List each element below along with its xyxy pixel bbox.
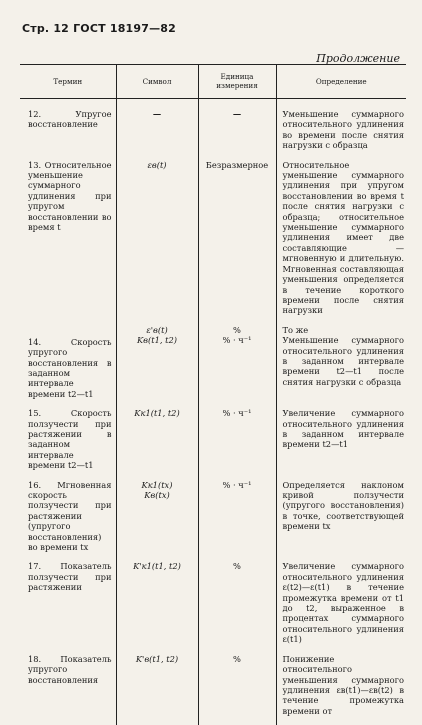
continuation-label: Продолжение [316, 52, 400, 65]
term-cell: 18. Показатель упругого восстановления [28, 653, 112, 685]
definition-cell: Определяется наклоном кривой ползучести (упругого восстановления) в точке, соответствующей времени tx [276, 480, 406, 562]
definition-cell: Понижение относительного уменьшения суммарного удлинения εв(t1)—εв(t2) в течение промежутка времени от [276, 654, 406, 725]
unit-cell: % · ч⁻¹ [198, 408, 276, 479]
term-cell: 16. Мгновенная скорость ползучести при растяжении (упругого восстановления) во времени tx [28, 479, 112, 553]
term-cell: 12. Упругое восстановление [28, 109, 112, 130]
symbol-cell: K'к1(t1, t2) [116, 561, 198, 653]
symbol-cell: K'в(t1, t2) [116, 654, 198, 725]
definition-cell: Увеличение суммарного относительного удлинения в заданном интервале времени t2—t1 [276, 408, 406, 479]
table-header-row [20, 65, 406, 99]
definition-cell: Уменьшение суммарного относительного удлинения во времени после снятия нагрузки с образца [276, 99, 406, 160]
term-cell: 15. Скорость ползучести при растяжении в заданном интервале времени t2—t1 [28, 408, 112, 471]
symbol-cell: εв(t) [116, 160, 198, 325]
column-header-definition: Определение [276, 65, 406, 99]
term-cell: 17. Показатель ползучести при растяжении [28, 561, 112, 593]
table-row [20, 325, 406, 408]
table-row [20, 99, 406, 160]
symbol-cell: — [116, 99, 198, 160]
column-header-symbol: Символ [116, 65, 198, 99]
definition-cell: Увеличение суммарного относительного удлинения ε(t2)—ε(t1) в течение промежутка времени от t1 до t2, выраженное в процентах суммарного относительного удлинения ε(t1) [276, 561, 406, 653]
unit-cell: % · ч⁻¹ [198, 480, 276, 562]
symbol-cell: Kк1(t1, t2) [116, 408, 198, 479]
definition-cell: Относительное уменьшение суммарного удлинения при упругом восстановлении во время t после снятия нагрузки с образца; относительное уменьшение суммарного удлинения имеет две составляющие — мгновенную и длительную. Мгновенная составляющая уменьшения определяется в течение короткого времени после снятия нагрузки [276, 160, 406, 325]
page-header: Стр. 12 ГОСТ 18197—82 [22, 22, 177, 35]
terms-table [20, 64, 406, 725]
terms-table-wrap [20, 64, 406, 725]
column-header-unit: Единица измерения [198, 65, 276, 99]
unit-cell: Безразмерное [198, 160, 276, 325]
unit-cell: — [198, 99, 276, 160]
table-row [20, 654, 406, 725]
symbol-cell: ε'в(t) Kв(t1, t2) [116, 325, 198, 408]
unit-cell: % % · ч⁻¹ [198, 325, 276, 408]
definition-cell: То же Уменьшение суммарного относительного удлинения в заданном интервале времени t2—t1 после снятия нагрузки с образца [276, 325, 406, 408]
term-cell: 14. Скорость упругого восстановления в заданном интервале времени t2—t1 [28, 336, 112, 399]
term-cell: 13. Относительное уменьшение суммарного удлинения при упругом восстановлении во время t [28, 159, 112, 233]
column-header-term: Термин [20, 65, 116, 99]
unit-cell: % [198, 654, 276, 725]
table-row [20, 480, 406, 562]
symbol-cell: Kк1(tx) Kв(tx) [116, 480, 198, 562]
table-row [20, 160, 406, 325]
unit-cell: % [198, 561, 276, 653]
table-row [20, 408, 406, 479]
